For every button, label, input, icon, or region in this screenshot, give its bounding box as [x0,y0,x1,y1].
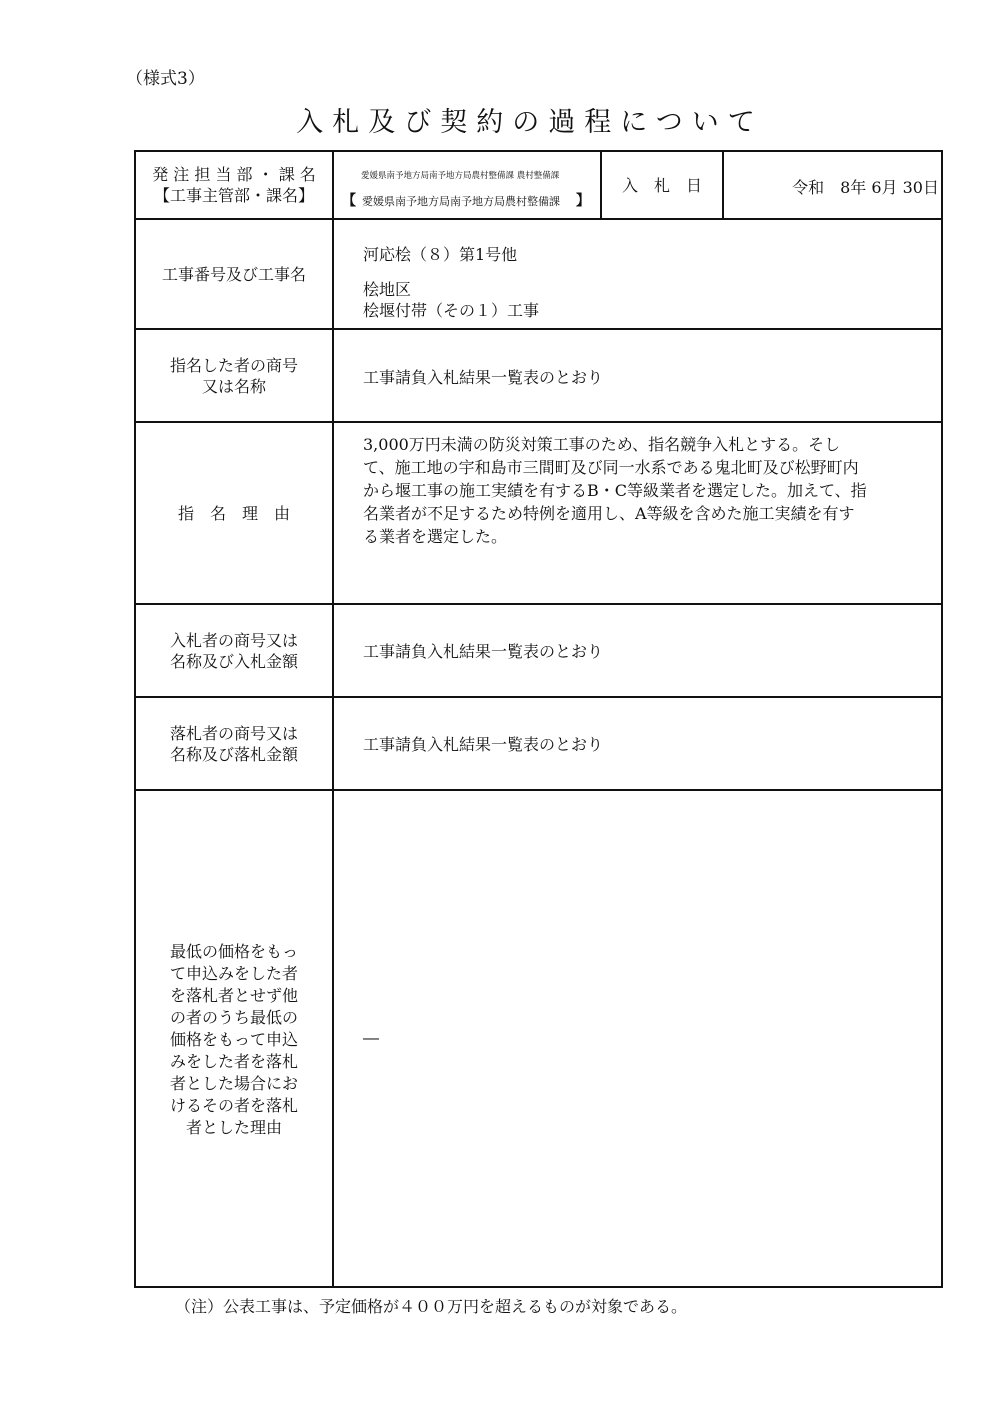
exception-label-line: けるその者を落札 [169,1095,298,1115]
bid-date-text: 令和 8年 6月 30日 [792,178,939,197]
reason-value [334,423,943,603]
work-name-label [136,220,332,328]
department-label [136,152,332,218]
bidders-label-line1: 入札者の商号又は [169,630,298,650]
exception-value [334,791,943,1288]
reason-line: 名業者が不足するため特例を適用し、A等級を含めた施工実績を有す [363,504,855,523]
winner-label-line1: 落札者の商号又は [169,723,298,743]
exception-label-line: 者とした理由 [185,1117,282,1137]
work-name-label-text: 工事番号及び工事名 [161,264,306,284]
exception-label-line: 価格をもって申込 [169,1029,298,1049]
reason-line: て、施工地の宇和島市三間町及び同一水系である鬼北町及び松野町内 [363,458,859,477]
reason-line: 3,000万円未満の防災対策工事のため、指名競争入札とする。そし [363,435,841,454]
designated-label [136,330,332,421]
designated-value [334,330,943,421]
reason-label [136,423,332,603]
bracket-close: 】 [576,193,590,209]
bid-date-label [602,152,722,218]
bidders-label [136,605,332,696]
bracket-open: 【 [342,193,356,209]
work-name-value [334,220,943,328]
winner-text: 工事請負入札結果一覧表のとおり [363,735,604,754]
exception-label-line: 最低の価格をもっ [169,941,298,961]
bidders-value [334,605,943,696]
bid-date-value [724,152,943,218]
footnote: （注）公表工事は、予定価格が４００万円を超えるものが対象である。 [175,1297,688,1316]
department-value-line2: 愛媛県南予地方局南予地方局農村整備課 [362,195,560,208]
form-number: （様式3） [126,69,205,89]
exception-label-line: 者とした場合にお [169,1073,298,1093]
document-title: 入札及び契約の過程について [296,107,764,138]
bid-date-label-text: 入 札 日 [621,175,702,195]
department-label-line2: 【工事主管部・課名】 [153,186,314,205]
designated-label-line2: 又は名称 [201,376,266,396]
exception-label-line: て申込みをした者 [169,963,298,983]
reason-label-text: 指 名 理 由 [177,503,290,523]
exception-label-line: の者のうち最低の [169,1007,298,1027]
winner-value [334,698,943,789]
department-value [334,152,600,218]
department-value-line1: 愛媛県南予地方局南予地方局農村整備課 農村整備課 [361,171,560,181]
designated-text: 工事請負入札結果一覧表のとおり [363,368,604,387]
designated-label-line1: 指名した者の商号 [169,355,298,375]
winner-label-line2: 名称及び落札金額 [169,744,298,764]
exception-label [136,791,332,1288]
exception-text: ― [363,1028,379,1047]
bidders-text: 工事請負入札結果一覧表のとおり [363,642,604,661]
bidders-label-line2: 名称及び入札金額 [169,651,298,671]
work-district: 桧地区 [363,280,412,299]
work-number: 河応桧（８）第1号他 [363,245,518,264]
process-table [134,150,943,1288]
exception-label-line: みをした者を落札 [169,1051,298,1071]
work-title: 桧堰付帯（その１）工事 [363,301,540,320]
department-label-line1: 発 注 担 当 部 ・ 課 名 [152,165,316,184]
exception-label-line: を落札者とせず他 [169,985,298,1005]
winner-label [136,698,332,789]
reason-line: る業者を選定した。 [363,527,508,546]
reason-line: から堰工事の施工実績を有するB・C等級業者を選定した。加えて、指 [363,481,867,500]
